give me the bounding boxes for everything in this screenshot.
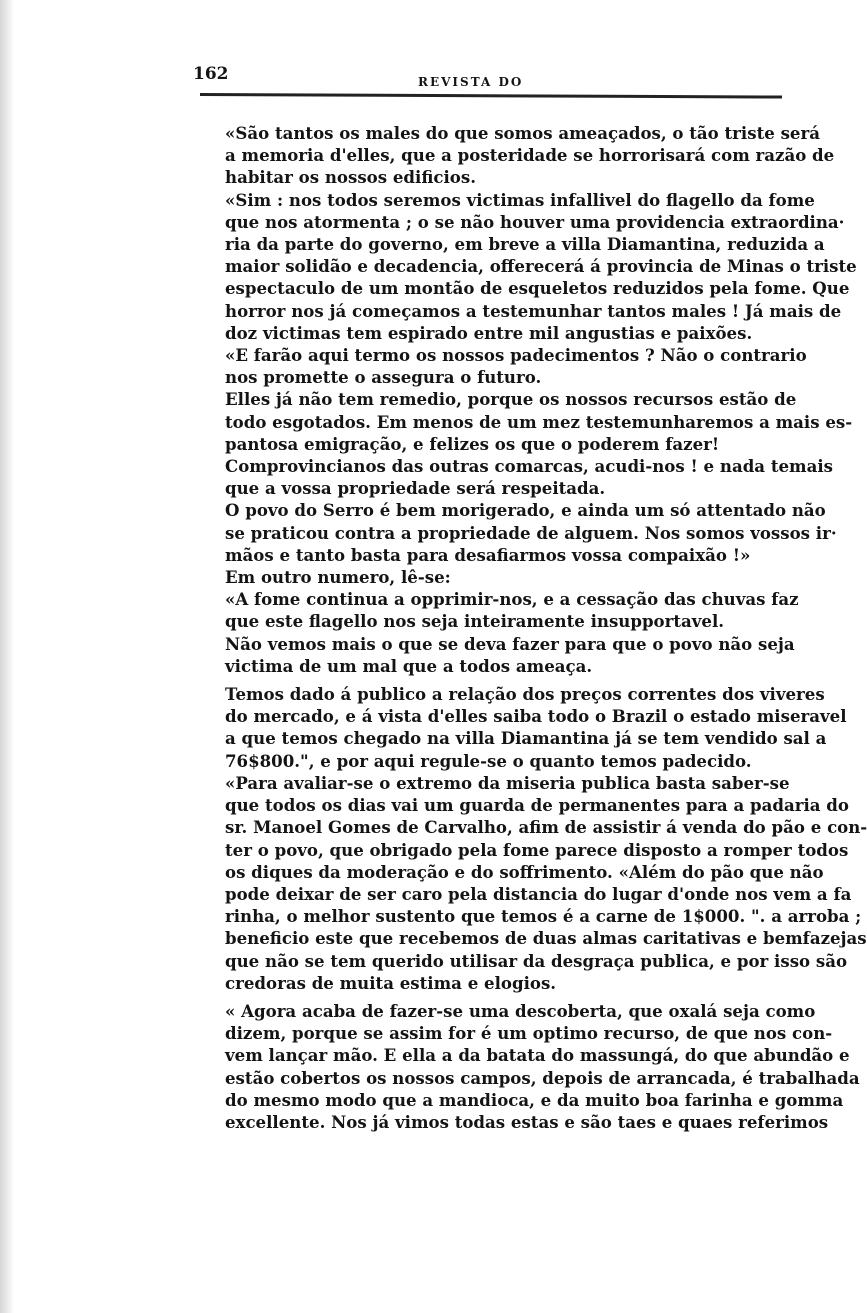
text-line: mãos e tanto basta para desafiarmos vossa compaixão !» xyxy=(225,544,751,565)
text-line: excellente. Nos já vimos todas estas e são taes e quaes referimos xyxy=(225,1111,829,1132)
running-title: REVISTA DO xyxy=(418,75,524,89)
paragraph xyxy=(189,683,847,772)
paragraph xyxy=(189,388,853,455)
text-line: doz victimas tem espirado entre mil angustias e paixões. xyxy=(225,322,753,343)
text-line: horror nos já começamos a testemunhar tantos males ! Já mais de xyxy=(225,300,842,321)
article-body xyxy=(189,122,867,1133)
text-line: que nos atormenta ; o se não houver uma providencia extraordina· xyxy=(225,211,845,232)
text-line: que não se tem querido utilisar da desgraça publica, e por isso são xyxy=(225,950,848,971)
text-line: a que temos chegado na villa Diamantina já se tem vendido sal a xyxy=(225,728,827,749)
text-line: nos promette o assegura o futuro. xyxy=(225,367,542,388)
paragraph xyxy=(189,1000,860,1133)
text-line: maior solidão e decadencia, offerecerá á provincia de Minas o triste xyxy=(225,256,857,277)
text-line: «São tantos os males do que somos ameaçados, o tão triste será xyxy=(225,123,820,143)
text-line: «A fome continua a opprimir-nos, e a cessação das chuvas faz xyxy=(225,589,799,610)
text-line: pantosa emigração, e felizes os que o poderem fazer! xyxy=(225,433,720,454)
text-line: «Sim : nos todos seremos victimas infallivel do flagello da fome xyxy=(225,189,815,210)
text-line: que a vossa propriedade será respeitada. xyxy=(225,478,606,499)
text-line: espectaculo de um montão de esqueletos reduzidos pela fome. Que xyxy=(225,278,850,299)
paragraph xyxy=(189,455,834,499)
text-line: todo esgotados. Em menos de um mez testemunharemos a mais es- xyxy=(225,411,853,432)
text-line: habitar os nossos edificios. xyxy=(225,167,476,188)
text-line: «E farão aqui termo os nossos padecimentos ? Não o contrario xyxy=(225,345,807,366)
paragraph xyxy=(189,189,857,344)
text-line: ria da parte do governo, em breve a villa Diamantina, reduzida a xyxy=(225,234,825,255)
text-line: vem lançar mão. E ella a da batata do massungá, do que abundão e xyxy=(225,1045,850,1066)
text-line: victima de um mal que a todos ameaça. xyxy=(225,655,593,676)
paragraph xyxy=(189,633,795,677)
text-line: O povo do Serro é bem morigerado, e ainda um só attentado não xyxy=(225,500,826,521)
paragraph xyxy=(189,344,807,388)
text-line: Temos dado á publico a relação dos preços correntes dos viveres xyxy=(225,684,825,705)
text-line: « Agora acaba de fazer-se uma descoberta, que oxalá seja como xyxy=(225,1000,816,1021)
page-edge-shadow xyxy=(0,0,14,1313)
text-line: a memoria d'elles, que a posteridade se horrorisará com razão de xyxy=(225,145,835,166)
text-line: que este flagello nos seja inteiramente insupportavel. xyxy=(225,611,725,632)
text-line: pode deixar de ser caro pela distancia do lugar d'onde nos vem a fa xyxy=(225,883,852,904)
text-line: «Para avaliar-se o extremo da miseria publica basta saber-se xyxy=(225,772,790,793)
paragraph xyxy=(189,499,837,566)
text-line: os diques da moderação e do soffrimento. «Além do pão que não xyxy=(225,861,824,882)
paragraph xyxy=(189,588,799,632)
text-line: sr. Manoel Gomes de Carvalho, afim de assistir á venda do pão e con- xyxy=(225,817,867,838)
text-line: 76$800.", e por aqui regule-se o quanto temos padecido. xyxy=(225,750,752,771)
text-line: que todos os dias vai um guarda de permanentes para a padaria do xyxy=(225,795,849,816)
text-line: se praticou contra a propriedade de alguem. Nos somos vossos ir· xyxy=(225,522,837,543)
text-line: Comprovincianos das outras comarcas, acudi-nos ! e nada temais xyxy=(225,456,834,477)
paragraph xyxy=(189,772,867,994)
text-line: credoras de muita estima e elogios. xyxy=(225,972,557,993)
text-line: do mesmo modo que a mandioca, e da muito boa farinha e gomma xyxy=(225,1089,844,1110)
page-number: 162 xyxy=(193,64,229,84)
text-line: beneficio este que recebemos de duas almas caritativas e bemfazejas xyxy=(225,928,867,949)
paragraph xyxy=(189,122,835,189)
text-line: rinha, o melhor sustento que temos é a carne de 1$000. ". a arroba ; xyxy=(225,906,862,927)
text-line: Não vemos mais o que se deva fazer para que o povo não seja xyxy=(225,633,795,654)
text-line: ter o povo, que obrigado pela fome parece disposto a romper todos xyxy=(225,839,849,860)
text-line: do mercado, e á vista d'elles saiba todo o Brazil o estado miseravel xyxy=(225,706,847,727)
text-line: estão cobertos os nossos campos, depois de arrancada, é trabalhada xyxy=(225,1067,860,1088)
text-line: Elles já não tem remedio, porque os nossos recursos estão de xyxy=(225,389,797,410)
text-line: dizem, porque se assim for é um optimo recurso, de que nos con- xyxy=(225,1023,833,1044)
header-rule xyxy=(200,93,782,99)
paragraph xyxy=(189,566,779,588)
text-line: Em outro numero, lê-se: xyxy=(225,567,451,588)
